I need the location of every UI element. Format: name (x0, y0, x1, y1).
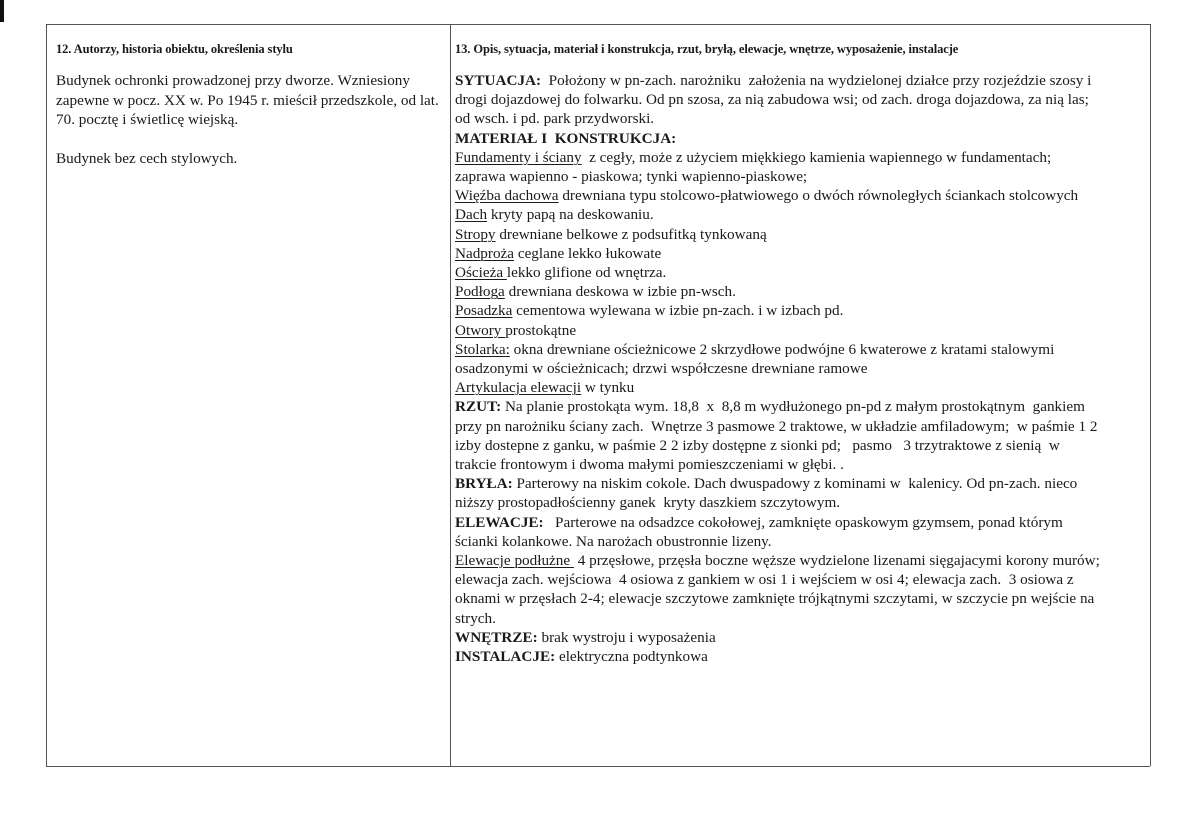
description-line (455, 609, 1160, 628)
description-line (455, 321, 1160, 340)
description-line (455, 71, 1160, 90)
element-label: Stolarka: (455, 340, 510, 358)
description-line (455, 90, 1160, 109)
element-label: Elewacje podłużne (455, 552, 574, 570)
section-13-body (455, 71, 1160, 666)
description-text: z cegły, może z użyciem miękkiego kamienia wapiennego w fundamentach; (581, 148, 1052, 166)
history-paragraph: Budynek bez cech stylowych. (56, 150, 238, 167)
description-text: elewacja zach. wejściowa 4 osiowa z gankiem w osi 1 i wejściem w osi 4; elewacja zach. 3 osiowa z (455, 571, 1074, 589)
left-border (46, 24, 47, 766)
description-line (455, 589, 1160, 608)
section-label: INSTALACJE: (455, 648, 556, 666)
description-text: trakcie frontowym i dwoma małymi pomieszczeniami w głębi. . (455, 456, 844, 474)
description-line (455, 570, 1160, 589)
section-12-heading: 12. Autorzy, historia obiektu, określenia stylu (56, 42, 293, 56)
description-line (455, 109, 1160, 128)
description-text: prostokątne (505, 321, 577, 339)
description-line (455, 455, 1160, 474)
column-divider (450, 24, 451, 766)
section-label: SYTUACJA: (455, 72, 542, 89)
description-text: Na planie prostokąta wym. 18,8 x 8,8 m wydłużonego pn-pd z małym prostokątnym gankiem (501, 398, 1085, 416)
description-line (455, 647, 1160, 666)
description-text: w tynku (581, 379, 635, 397)
section-12-body (56, 71, 448, 188)
description-line (455, 301, 1160, 320)
element-label: Dach (455, 206, 488, 224)
element-label: Stropy (455, 225, 496, 243)
description-text: elektryczna podtynkowa (555, 648, 708, 666)
bottom-border (46, 766, 1150, 767)
element-label: Ościeża (455, 264, 507, 282)
description-text: strych. (455, 609, 496, 627)
description-text: 4 przęsłowe, przęsła boczne węższe wydzielone lizenami sięgajacymi korony murów; (573, 552, 1100, 570)
description-text: drewniane belkowe z podsufitką tynkowaną (495, 225, 767, 243)
description-text: lekko glifione od wnętrza. (506, 264, 667, 282)
description-text: okna drewniane ościeżnicowe 2 skrzydłowe podwójne 6 kwaterowe z kratami stalowymi (509, 340, 1055, 358)
description-line (455, 282, 1160, 301)
element-label: Artykulacja elewacji (455, 379, 582, 397)
description-text: zaprawa wapienno - piaskowa; tynki wapienno-piaskowe; (455, 168, 808, 186)
description-line (455, 205, 1160, 224)
section-label: BRYŁA: (455, 475, 513, 493)
description-line (455, 148, 1160, 167)
history-paragraph: Budynek ochronki prowadzonej przy dworze. Wzniesiony zapewne w pocz. XX w. Po 1945 r. mieścił przedszkole, od lat. 70. pocztę i świetlicę wiejską. (56, 72, 439, 128)
element-label: Nadproża (455, 244, 515, 262)
description-line (455, 244, 1160, 263)
element-label: Otwory (455, 321, 506, 339)
description-text: przy pn narożniku ściany zach. Wnętrze 3 pasmowe 2 traktowe, w układzie amfiladowym; w paśmie 1 2 (455, 417, 1098, 435)
description-text: drewniana deskowa w izbie pn-wsch. (504, 283, 736, 301)
description-text: oknami w przęsłach 2-4; elewacje szczytowe zamknięte trójkątnymi szczytami, w szczycie pn wejście na (455, 590, 1095, 608)
section-label: ELEWACJE: (455, 513, 544, 531)
description-line (455, 436, 1160, 455)
description-text: kryty papą na deskowaniu. (487, 206, 654, 224)
description-line (455, 397, 1160, 416)
description-text: drewniana typu stolcowo-płatwiowego o dwóch równoległych ściankach stolcowych (558, 187, 1079, 205)
description-line (455, 129, 1160, 148)
description-line (455, 186, 1160, 205)
description-text: cementowa wylewana w izbie pn-zach. i w izbach pd. (512, 302, 844, 320)
section-label: RZUT: (455, 398, 502, 416)
description-text: ceglane lekko łukowate (514, 244, 662, 262)
description-line (455, 417, 1160, 436)
description-text: Parterowe na odsadzce cokołowej, zamknięte opaskowym gzymsem, ponad którym (543, 513, 1063, 531)
description-line (455, 167, 1160, 186)
description-text: Parterowy na niskim cokole. Dach dwuspadowy z kominami w kalenicy. Od pn-zach. nieco (512, 475, 1078, 493)
description-text: osadzonymi w ościeżnicach; drzwi współczesne drewniane ramowe (455, 360, 868, 378)
description-line (455, 493, 1160, 512)
element-label: Fundamenty i ściany (455, 148, 582, 166)
element-label: Więźba dachowa (455, 187, 559, 205)
description-line (455, 551, 1160, 570)
description-text: od wsch. i pd. park przydworski. (455, 110, 655, 128)
description-text: izby dostepne z ganku, w paśmie 2 2 izby dostępne z sionki pd; pasmo 3 trzytraktowe z sienią w (455, 436, 1060, 454)
description-text: niższy prostopadłościenny ganek kryty daszkiem szczytowym. (455, 494, 841, 512)
description-text: drogi dojazdowej do folwarku. Od pn szosa, za nią zabudowa wsi; od zach. droga dojazdowa, za nią las; (455, 91, 1089, 109)
scan-edge-mark (0, 0, 4, 22)
section-13-heading: 13. Opis, sytuacja, materiał i konstrukcja, rzut, bryłą, elewacje, wnętrze, wyposażenie, instalacje (455, 42, 959, 56)
description-line (455, 263, 1160, 282)
description-text: Położony w pn-zach. narożniku założenia na wydzielonej działce przy rozjeździe szosy i (541, 72, 1092, 89)
description-line (455, 628, 1160, 647)
top-border (46, 24, 1150, 25)
description-line (455, 225, 1160, 244)
description-line (455, 359, 1160, 378)
description-text: brak wystroju i wyposażenia (537, 628, 716, 646)
section-label: WNĘTRZE: (455, 628, 538, 646)
section-label: MATERIAŁ I KONSTRUKCJA: (455, 129, 677, 147)
description-line (455, 474, 1160, 493)
description-line (455, 378, 1160, 397)
element-label: Podłoga (455, 283, 505, 301)
element-label: Posadzka (455, 302, 513, 320)
description-line (455, 340, 1160, 359)
description-line (455, 513, 1160, 532)
description-line (455, 532, 1160, 551)
description-text: ścianki kolankowe. Na narożach obustronnie lizeny. (455, 532, 772, 550)
